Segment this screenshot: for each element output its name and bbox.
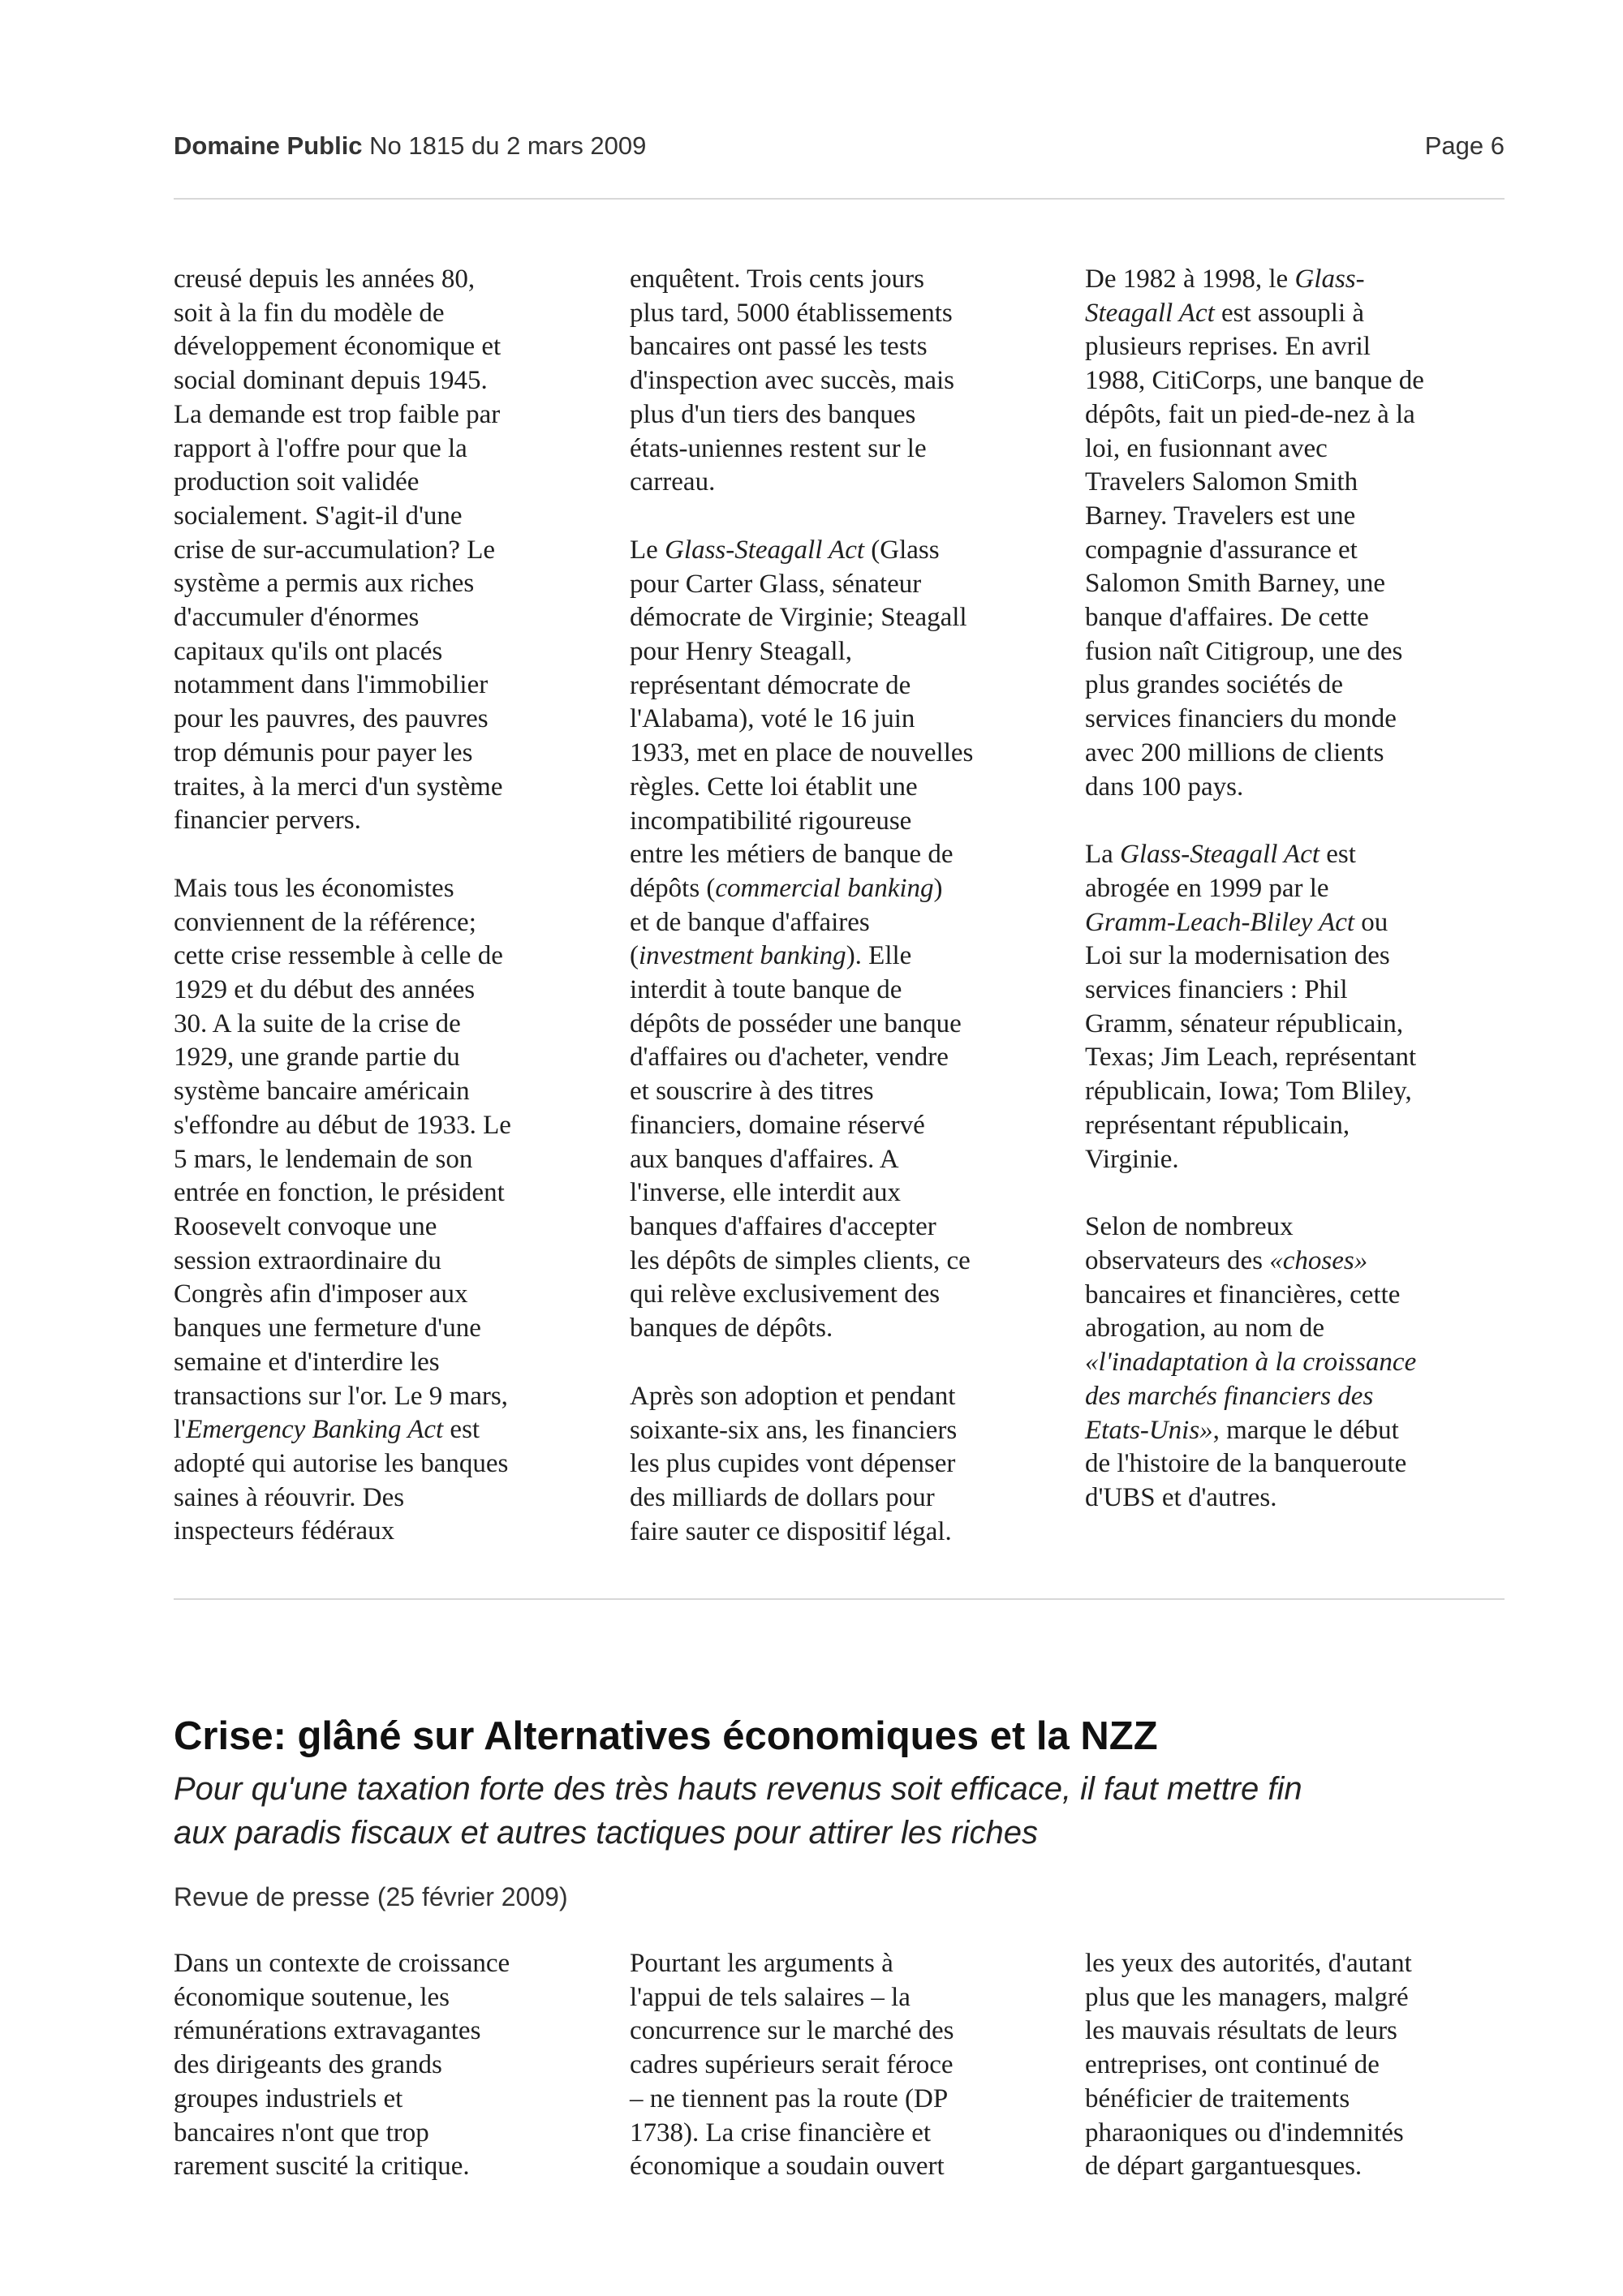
text-line: services financiers du monde [1085,704,1397,734]
text-line: financier pervers. [174,806,361,836]
text-line: «l'inadaptation à la croissance [1085,1348,1417,1378]
text-line: Barney. Travelers est une [1085,501,1356,531]
text-line: dépôts de posséder une banque [630,1008,962,1038]
text-line: La Glass-Steagall Act est [1085,840,1356,870]
text-line: aux banques d'affaires. A [630,1144,899,1174]
text-line: banques d'affaires d'accepter [630,1211,936,1241]
text-line: bancaires et financières, cette [1085,1279,1401,1309]
text-line: et souscrire à des titres [630,1077,874,1107]
text-line: saines à réouvrir. Des [174,1482,405,1512]
text-line: dans 100 pays. [1085,772,1244,802]
article-subtitle [174,1767,1521,1855]
text-line: Après son adoption et pendant [630,1381,956,1411]
subtitle-line: aux paradis fiscaux et autres tactiques pour attirer les riches [174,1815,1038,1851]
text-line: plus d'un tiers des banques [630,399,916,429]
article2-column-1 [174,1947,596,2184]
paragraph [630,534,1052,1346]
text-line: notamment dans l'immobilier [174,670,489,700]
text-line: des marchés financiers des [1085,1381,1374,1411]
article-source: Revue de presse (25 février 2009) [174,1882,568,1911]
text-line: entreprises, ont continué de [1085,2050,1380,2080]
paragraph [630,1947,1052,2184]
text-line: Texas; Jim Leach, représentant [1085,1043,1417,1073]
text-line: états-uniennes restent sur le [630,433,927,463]
text-line: Loi sur la modernisation des [1085,941,1390,971]
text-line: républicain, Iowa; Tom Bliley, [1085,1077,1412,1107]
text-line: Roosevelt convoque une [174,1211,437,1241]
text-line: services financiers : Phil [1085,975,1348,1005]
paragraph [1085,1210,1507,1515]
text-line: social dominant depuis 1945. [174,366,488,396]
text-line: financiers, domaine réservé [630,1110,925,1140]
text-line: pharaoniques ou d'indemnités [1085,2118,1404,2148]
text-line: 30. A la suite de la crise de [174,1008,461,1038]
text-line: carreau. [630,467,716,497]
article1-column-1 [174,263,596,1549]
text-line: – ne tiennent pas la route (DP [630,2083,949,2113]
text-line: Pourtant les arguments à [630,1949,893,1978]
text-line: banques une fermeture d'une [174,1314,481,1344]
article2-column-2 [630,1947,1052,2184]
text-line: faire sauter ce dispositif légal. [630,1516,952,1546]
text-line: Travelers Salomon Smith [1085,467,1358,497]
text-line: plus que les managers, malgré [1085,1982,1409,2012]
text-line: Dans un contexte de croissance [174,1949,510,1978]
text-line: Mais tous les économistes [174,873,454,903]
text-line: dépôts (commercial banking) [630,873,943,903]
article2-column-3 [1085,1947,1507,2184]
text-line: avec 200 millions de clients [1085,737,1384,767]
paragraph [1085,1947,1507,2184]
text-line: inspecteurs fédéraux [174,1516,395,1546]
text-line: Etats-Unis», marque le début [1085,1415,1399,1445]
text-line: abrogée en 1999 par le [1085,873,1329,903]
text-line: Le Glass-Steagall Act (Glass [630,535,940,565]
text-line: des milliards de dollars pour [630,1482,935,1512]
text-line: Gramm-Leach-Bliley Act ou [1085,907,1388,937]
text-line: Congrès afin d'imposer aux [174,1279,468,1309]
text-line: De 1982 à 1998, le Glass- [1085,264,1365,294]
text-line: Selon de nombreux [1085,1212,1294,1242]
paragraph [630,1380,1052,1550]
text-line: bénéficier de traitements [1085,2083,1350,2113]
text-line: observateurs des «choses» [1085,1245,1368,1275]
text-line: traites, à la merci d'un système [174,772,503,802]
text-line: abrogation, au nom de [1085,1314,1325,1344]
text-line: économique soutenue, les [174,1982,450,2012]
paragraph [1085,263,1507,804]
text-line: des dirigeants des grands [174,2050,442,2080]
text-line: transactions sur l'or. Le 9 mars, [174,1381,508,1411]
text-line: d'inspection avec succès, mais [630,366,954,396]
text-line: d'affaires ou d'acheter, vendre [630,1043,949,1073]
text-line: plus tard, 5000 établissements [630,298,953,328]
text-line: 5 mars, le lendemain de son [174,1144,473,1174]
text-line: représentant démocrate de [630,670,911,700]
text-line: production soit validée [174,467,420,497]
text-line: plus grandes sociétés de [1085,670,1343,700]
text-line: loi, en fusionnant avec [1085,433,1328,463]
text-line: de l'histoire de la banqueroute [1085,1449,1407,1479]
text-line: interdit à toute banque de [630,975,902,1005]
text-line: les mauvais résultats de leurs [1085,2016,1397,2046]
text-line: Virginie. [1085,1144,1179,1174]
text-line: dépôts, fait un pied-de-nez à la [1085,399,1415,429]
text-line: économique a soudain ouvert [630,2152,945,2182]
article-title: Crise: glâné sur Alternatives économiques et la NZZ [174,1714,1158,1758]
text-line: les yeux des autorités, d'autant [1085,1949,1412,1978]
page-header [174,131,1505,174]
text-line: enquêtent. Trois cents jours [630,264,924,294]
text-line: entre les métiers de banque de [630,840,954,870]
text-line: Gramm, sénateur républicain, [1085,1008,1404,1038]
text-line: rapport à l'offre pour que la [174,433,467,463]
text-line: les dépôts de simples clients, ce [630,1245,971,1275]
text-line: pour Carter Glass, sénateur [630,569,922,599]
article-divider [174,1598,1505,1600]
issue-info: No 1815 du 2 mars 2009 [369,131,647,160]
text-line: pour Henry Steagall, [630,637,853,667]
text-line: entrée en fonction, le président [174,1178,505,1208]
text-line: développement économique et [174,332,502,362]
text-line: socialement. S'agit-il d'une [174,501,463,531]
text-line: qui relève exclusivement des [630,1279,941,1309]
text-line: 1929, une grande partie du [174,1043,460,1073]
paragraph [174,872,596,1549]
text-line: (investment banking). Elle [630,941,912,971]
paragraph [630,263,1052,500]
text-line: d'UBS et d'autres. [1085,1482,1277,1512]
header-divider [174,198,1505,200]
text-line: 1933, met en place de nouvelles [630,738,974,768]
text-line: semaine et d'interdire les [174,1347,440,1377]
text-line: les plus cupides vont dépenser [630,1449,956,1479]
text-line: 1738). La crise financière et [630,2118,932,2148]
text-line: 1988, CitiCorps, une banque de [1085,366,1424,396]
text-line: adopté qui autorise les banques [174,1448,509,1478]
text-line: s'effondre au début de 1933. Le [174,1110,511,1140]
publication-name: Domaine Public [174,131,363,160]
text-line: cette crise ressemble à celle de [174,941,503,971]
text-line: règles. Cette loi établit une [630,772,918,802]
text-line: banques de dépôts. [630,1314,833,1344]
text-line: La demande est trop faible par [174,399,501,429]
text-line: creusé depuis les années 80, [174,264,476,294]
article1-column-2 [630,263,1052,1549]
text-line: banque d'affaires. De cette [1085,603,1369,633]
page-number: Page 6 [1424,131,1505,160]
text-line: soixante-six ans, les financiers [630,1415,958,1445]
text-line: compagnie d'assurance et [1085,535,1358,565]
text-line: 1929 et du début des années [174,975,476,1005]
text-line: Salomon Smith Barney, une [1085,569,1385,599]
text-line: Steagall Act est assoupli à [1085,298,1365,328]
text-line: capitaux qu'ils ont placés [174,636,443,666]
text-line: concurrence sur le marché des [630,2016,954,2046]
text-line: bancaires ont passé les tests [630,332,928,362]
text-line: rarement suscité la critique. [174,2152,470,2182]
text-line: bancaires n'ont que trop [174,2118,429,2148]
text-line: système bancaire américain [174,1077,470,1107]
text-line: système a permis aux riches [174,569,475,599]
text-line: fusion naît Citigroup, une des [1085,636,1403,666]
text-line: l'Alabama), voté le 16 juin [630,704,915,734]
text-line: crise de sur-accumulation? Le [174,535,496,565]
paragraph [174,1947,596,2184]
subtitle-line: Pour qu'une taxation forte des très hauts revenus soit efficace, il faut mettre fin [174,1771,1302,1807]
text-line: cadres supérieurs serait féroce [630,2050,954,2080]
text-line: l'appui de tels salaires – la [630,1982,911,2012]
text-line: rémunérations extravagantes [174,2016,481,2046]
text-line: incompatibilité rigoureuse [630,806,912,836]
text-line: l'Emergency Banking Act est [174,1415,480,1445]
text-line: d'accumuler d'énormes [174,603,420,633]
text-line: de départ gargantuesques. [1085,2152,1363,2182]
text-line: représentant républicain, [1085,1110,1350,1140]
paragraph [1085,838,1507,1176]
article1-column-3 [1085,263,1507,1516]
text-line: et de banque d'affaires [630,907,870,937]
text-line: soit à la fin du modèle de [174,298,445,328]
paragraph [174,263,596,838]
text-line: session extraordinaire du [174,1245,441,1275]
text-line: pour les pauvres, des pauvres [174,704,489,734]
text-line: démocrate de Virginie; Steagall [630,603,967,633]
text-line: conviennent de la référence; [174,907,476,937]
text-line: l'inverse, elle interdit aux [630,1178,901,1208]
text-line: plusieurs reprises. En avril [1085,332,1371,362]
text-line: groupes industriels et [174,2083,403,2113]
text-line: trop démunis pour payer les [174,737,473,767]
